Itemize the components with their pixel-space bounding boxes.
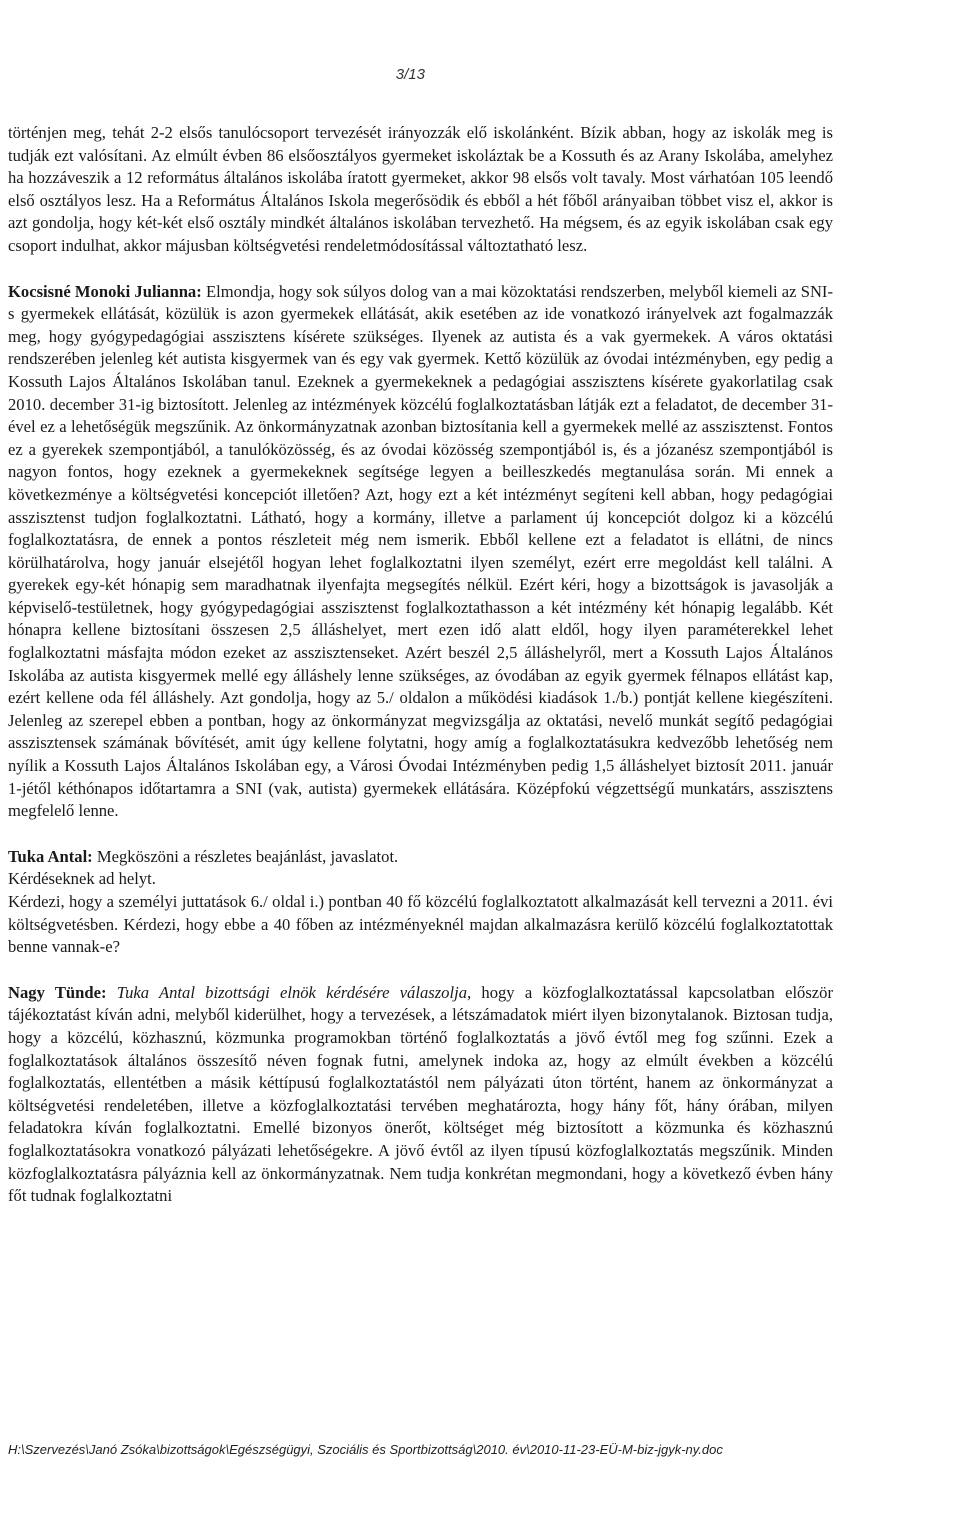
speaker-name: Kocsisné Monoki Julianna: bbox=[8, 281, 202, 301]
paragraph-tuka-line3: Kérdezi, hogy a személyi juttatások 6./ oldal i.) pontban 40 fő közcélú foglalkoztatott alkalmazását kell tervezni a 2011. évi költségvetésben. Kérdezi, hogy ebbe a 40 főben az intézményeknél majdan alkalmazásra kerülő közcélú foglalkoztatottak benne vannak-e? bbox=[8, 892, 833, 957]
speech-italic: Tuka Antal bizottsági elnök kérdésére válaszolja, bbox=[116, 982, 472, 1002]
footer-file-path: H:\Szervezés\Janó Zsóka\bizottságok\Egészségügyi, Szociális és Sportbizottság\2010. év\2010-11-23-EÜ-M-biz-jgyk-ny.doc bbox=[8, 1442, 723, 1457]
speech-text: Megköszöni a részletes beajánlást, javaslatot. bbox=[92, 846, 399, 866]
page-number: 3/13 bbox=[395, 66, 425, 83]
paragraph-tuka bbox=[8, 846, 833, 869]
document-body bbox=[8, 122, 833, 1208]
speech-text: Elmondja, hogy sok súlyos dolog van a mai közoktatási rendszerben, melyből kiemeli az SNI-s gyermekek ellátását, közülük is azon gyermekek ellátását, akik esetében az ide vonatkozó irányelvek azt fogalmazzák meg, hogy gyógypedagógiai asszisztens kísérete szükséges. Ilyenek az autista és a vak gyermekek. A város oktatási rendszerében jelenleg két autista kisgyermek van és egy vak gyermek. Kettő közülük az óvodai intézményben, egy pedig a Kossuth Lajos Általános Iskolában tanul. Ezeknek a gyermekeknek a pedagógiai asszisztens kísérete gyakorlatilag csak 2010. december 31-ig biztosított. Jelenleg az intézmények közcélú foglalkoztatásban látják ezt a feladatot, de december 31-ével ez a lehetőségük megszűnik. Az önkormányzatnak azonban biztosítania kell a gyermekek mellé az asszisztenst. Fontos ez a gyerekek szempontjából, a tanulóközösség, és az óvodai közösség szempontjából is, és a józanész szempontjából is nagyon fontos, hogy ezeknek a gyermekeknek segítsége legyen a beilleszkedés megtanulása során. Mi ennek a következménye a költségvetési koncepciót illetően? Azt, hogy ezt a két intézményt segíteni kell abban, hogy pedagógiai asszisztenst tudjon foglalkoztatni. Látható, hogy a kormány, illetve a parlament új koncepciót dolgoz ki a közcélú foglalkoztatásra, de ennek a pontos részleteit még nem ismerik. Ebből kellene ezt a feladatot is ellátni, de nincs körülhatárolva, hogy január elsejétől hogyan lehet foglalkoztatni ilyen személyt, ezért erre megoldást kell találni. A gyerekek egy-két hónapig sem maradhatnak ilyenfajta megsegítés nélkül. Ezért kéri, hogy a bizottságok is javasolják a képviselő-testületnek, hogy gyógypedagógiai asszisztenst foglalkoztathasson a két intézmény két hónapig legalább. Két hónapra kellene biztosítani összesen 2,5 álláshelyet, mert ezen idő alatt eldől, hogy ilyen paraméterekkel lehet foglalkoztatni másfajta módon ezeket az asszisztenseket. Azért beszél 2,5 álláshelyről, mert a Kossuth Lajos Általános Iskolába az autista kisgyermek mellé egy álláshely lenne szükséges, az óvodában az egyik gyermek félnapos ellátást kap, ezért kellene oda fél álláshely. Azt gondolja, hogy az 5./ oldalon a működési kiadások 1./b.) pontját kellene kiegészíteni. Jelenleg az szerepel ebben a pontban, hogy az önkormányzat megvizsgálja az oktatási, nevelő munkát segítő pedagógiai asszisztensek számának bővítését, amit úgy kellene folytatni, hogy amíg a foglalkoztatásukra kedvezőbb lehetőség nem nyílik a Kossuth Lajos Általános Iskolában egy, a Városi Óvodai Intézményben pedig 1,5 álláshelyet biztosít 2011. január 1-jétől kéthónapos időtartamra a SNI (vak, autista) gyermekek ellátására. Középfokú végzettségű munkatárs, asszisztens megfelelő lenne. bbox=[8, 281, 833, 821]
paragraph-nagy bbox=[8, 982, 833, 1208]
paragraph-tuka-line2: Kérdéseknek ad helyt. bbox=[8, 869, 156, 889]
speech-text: hogy a közfoglalkoztatással kapcsolatban először tájékoztatást kíván adni, melyből kiderülhet, hogy a tervezések, a létszámadatok miért ilyen bizonytalanok. Biztosan tudja, hogy a közcélú, közhasznú, közmunka programokban történő foglalkoztatás a jövő évtől meg fog szűnni. Ezek a foglalkoztatások általános összesítő néven fognak futni, amelynek indoka az, hogy az elmúlt években a közcélú foglalkoztatás, ellentétben a másik kéttípusú foglalkoztatástól nem pályázati úton történt, hanem az önkormányzat a költségvetési rendeletében, illetve a közfoglalkoztatási tervében meghatározta, hogy hány főt, hány órában, milyen feladatokra kíván foglalkoztatni. Emellé bizonyos önerőt, költséget még biztosított a közmunka és közhasznú foglalkoztatásokra vonatkozó pályázati lehetőségekre. A jövő évtől az ilyen típusú közfoglalkoztatás megszűnik. Minden közfoglalkoztatásra pályáznia kell az önkormányzatnak. Nem tudja konkrétan megmondani, hogy a következő évben hány főt tudnak foglalkoztatni bbox=[8, 982, 833, 1206]
paragraph-1: történjen meg, tehát 2-2 elsős tanulócsoport tervezését irányozzák elő iskolánként. Bízik abban, hogy az iskolák meg is tudják ezt valósítani. Az elmúlt évben 86 elsőosztályos gyermeket iskoláztak be a Kossuth és az Arany Iskolába, amelyhez ha hozzáveszik a 12 református általános iskolába íratott gyermeket, akkor 98 elsős volt tavaly. Most várhatóan 105 leendő első osztályos lesz. Ha a Református Általános Iskola megerősödik és ebből a hét főből arányaiban többet visz el, akkor is azt gondolja, hogy két-két első osztály mindkét általános iskolában tervezhető. Ha mégsem, és az egyik iskolában csak egy csoport indulhat, akkor májusban költségvetési rendeletmódosítással változtatható lesz. bbox=[8, 123, 833, 255]
speaker-name: Nagy Tünde: bbox=[8, 982, 107, 1002]
paragraph-kocsisne bbox=[8, 281, 833, 823]
speaker-name: Tuka Antal: bbox=[8, 846, 93, 866]
